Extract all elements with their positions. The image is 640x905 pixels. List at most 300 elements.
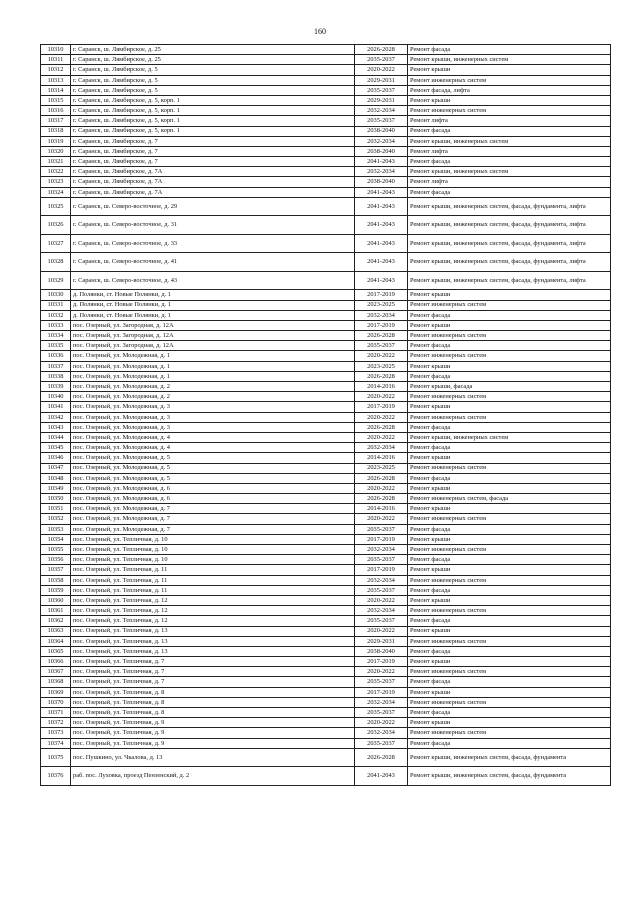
table-row	[41, 728, 611, 738]
address-cell: пос. Озерный, ул. Молодежная, д. 1	[71, 361, 355, 371]
period-cell: 2029-2031	[355, 75, 408, 85]
table-row	[41, 555, 611, 565]
work-type-cell: Ремонт крыши, инженерных систем, фасада, фундамента, лифта	[408, 271, 611, 290]
table-row	[41, 514, 611, 524]
row-number-cell: 10343	[41, 422, 71, 432]
row-number-cell: 10374	[41, 738, 71, 748]
address-cell: г. Саранск, ш. Лямбирское, д. 5, корп. 1	[71, 106, 355, 116]
address-cell: пос. Озерный, ул. Тепличная, д. 13	[71, 646, 355, 656]
period-cell: 2041-2043	[355, 253, 408, 272]
period-cell: 2020-2022	[355, 392, 408, 402]
work-type-cell: Ремонт крыши, фасада	[408, 382, 611, 392]
table-row	[41, 585, 611, 595]
address-cell: д. Полянки, ст. Новые Полянки, д. 1	[71, 300, 355, 310]
period-cell: 2035-2037	[355, 616, 408, 626]
row-number-cell: 10372	[41, 718, 71, 728]
table-row	[41, 565, 611, 575]
table-row	[41, 136, 611, 146]
period-cell: 2017-2019	[355, 657, 408, 667]
address-cell: г. Саранск, ш. Лямбирское, д. 7А	[71, 167, 355, 177]
table-row	[41, 341, 611, 351]
period-cell: 2029-2031	[355, 636, 408, 646]
row-number-cell: 10350	[41, 494, 71, 504]
table-row	[41, 197, 611, 216]
work-type-cell: Ремонт инженерных систем, фасада	[408, 494, 611, 504]
table-row	[41, 708, 611, 718]
work-type-cell: Ремонт фасада	[408, 187, 611, 197]
address-cell: пос. Озерный, ул. Молодежная, д. 7	[71, 504, 355, 514]
work-type-cell: Ремонт крыши	[408, 402, 611, 412]
period-cell: 2035-2037	[355, 524, 408, 534]
work-type-cell: Ремонт крыши, инженерных систем, фасада, фундамента, лифта	[408, 253, 611, 272]
row-number-cell: 10332	[41, 310, 71, 320]
row-number-cell: 10312	[41, 65, 71, 75]
table-row	[41, 253, 611, 272]
address-cell: пос. Озерный, ул. Тепличная, д. 11	[71, 565, 355, 575]
period-cell: 2041-2043	[355, 187, 408, 197]
address-cell: г. Саранск, ш. Лямбирское, д. 5	[71, 65, 355, 75]
work-type-cell: Ремонт фасада	[408, 708, 611, 718]
period-cell: 2035-2037	[355, 585, 408, 595]
period-cell: 2032-2034	[355, 728, 408, 738]
row-number-cell: 10340	[41, 392, 71, 402]
period-cell: 2026-2028	[355, 371, 408, 381]
address-cell: пос. Озерный, ул. Молодежная, д. 5	[71, 453, 355, 463]
work-type-cell: Ремонт фасада	[408, 524, 611, 534]
row-number-cell: 10349	[41, 483, 71, 493]
address-cell: пос. Озерный, ул. Загородная, д. 12А	[71, 331, 355, 341]
repair-schedule-table	[40, 44, 611, 786]
work-type-cell: Ремонт крыши	[408, 65, 611, 75]
row-number-cell: 10357	[41, 565, 71, 575]
address-cell: пос. Озерный, ул. Молодежная, д. 7	[71, 524, 355, 534]
work-type-cell: Ремонт фасада, лифта	[408, 85, 611, 95]
work-type-cell: Ремонт фасада	[408, 310, 611, 320]
work-type-cell: Ремонт инженерных систем	[408, 331, 611, 341]
table-row	[41, 767, 611, 786]
table-row	[41, 402, 611, 412]
work-type-cell: Ремонт инженерных систем	[408, 667, 611, 677]
period-cell: 2020-2022	[355, 432, 408, 442]
row-number-cell: 10321	[41, 157, 71, 167]
table-row	[41, 290, 611, 300]
table-row	[41, 738, 611, 748]
period-cell: 2032-2034	[355, 136, 408, 146]
row-number-cell: 10348	[41, 473, 71, 483]
address-cell: д. Полянки, ст. Новые Полянки, д. 1	[71, 310, 355, 320]
table-row	[41, 646, 611, 656]
period-cell: 2041-2043	[355, 216, 408, 235]
address-cell: пос. Озерный, ул. Молодежная, д. 4	[71, 432, 355, 442]
work-type-cell: Ремонт фасада	[408, 646, 611, 656]
row-number-cell: 10341	[41, 402, 71, 412]
work-type-cell: Ремонт инженерных систем	[408, 300, 611, 310]
table-row	[41, 45, 611, 55]
row-number-cell: 10338	[41, 371, 71, 381]
table-row	[41, 65, 611, 75]
period-cell: 2014-2016	[355, 382, 408, 392]
period-cell: 2041-2043	[355, 234, 408, 253]
work-type-cell: Ремонт крыши	[408, 95, 611, 105]
address-cell: пос. Озерный, ул. Молодежная, д. 1	[71, 371, 355, 381]
work-type-cell: Ремонт фасада	[408, 45, 611, 55]
table-row	[41, 687, 611, 697]
table-row	[41, 494, 611, 504]
work-type-cell: Ремонт фасада	[408, 443, 611, 453]
table-row	[41, 146, 611, 156]
work-type-cell: Ремонт крыши	[408, 718, 611, 728]
period-cell: 2035-2037	[355, 55, 408, 65]
period-cell: 2029-2031	[355, 95, 408, 105]
table-row	[41, 473, 611, 483]
work-type-cell: Ремонт инженерных систем	[408, 636, 611, 646]
table-row	[41, 371, 611, 381]
address-cell: пос. Пушкино, ул. Чкалова, д. 13	[71, 748, 355, 767]
work-type-cell: Ремонт инженерных систем	[408, 514, 611, 524]
work-type-cell: Ремонт инженерных систем	[408, 575, 611, 585]
row-number-cell: 10370	[41, 697, 71, 707]
period-cell: 2020-2022	[355, 412, 408, 422]
work-type-cell: Ремонт фасада	[408, 371, 611, 381]
work-type-cell: Ремонт крыши, инженерных систем, фасада, фундамента	[408, 748, 611, 767]
address-cell: пос. Озерный, ул. Загородная, д. 12А	[71, 320, 355, 330]
work-type-cell: Ремонт лифта	[408, 146, 611, 156]
work-type-cell: Ремонт инженерных систем	[408, 75, 611, 85]
address-cell: пос. Озерный, ул. Тепличная, д. 13	[71, 626, 355, 636]
period-cell: 2023-2025	[355, 361, 408, 371]
work-type-cell: Ремонт крыши, инженерных систем, фасада, фундамента, лифта	[408, 197, 611, 216]
row-number-cell: 10333	[41, 320, 71, 330]
row-number-cell: 10369	[41, 687, 71, 697]
period-cell: 2020-2022	[355, 351, 408, 361]
row-number-cell: 10327	[41, 234, 71, 253]
address-cell: пос. Озерный, ул. Молодежная, д. 3	[71, 412, 355, 422]
work-type-cell: Ремонт лифта	[408, 116, 611, 126]
address-cell: пос. Озерный, ул. Молодежная, д. 5	[71, 473, 355, 483]
row-number-cell: 10316	[41, 106, 71, 116]
table-row	[41, 545, 611, 555]
row-number-cell: 10365	[41, 646, 71, 656]
table-row	[41, 177, 611, 187]
address-cell: пос. Озерный, ул. Тепличная, д. 7	[71, 657, 355, 667]
work-type-cell: Ремонт крыши, инженерных систем	[408, 432, 611, 442]
row-number-cell: 10368	[41, 677, 71, 687]
address-cell: пос. Озерный, ул. Загородная, д. 12А	[71, 341, 355, 351]
address-cell: г. Саранск, ш. Северо-восточное, д. 41	[71, 253, 355, 272]
work-type-cell: Ремонт инженерных систем	[408, 412, 611, 422]
table-row	[41, 126, 611, 136]
address-cell: пос. Озерный, ул. Тепличная, д. 12	[71, 616, 355, 626]
period-cell: 2026-2028	[355, 494, 408, 504]
period-cell: 2017-2019	[355, 687, 408, 697]
row-number-cell: 10373	[41, 728, 71, 738]
period-cell: 2038-2040	[355, 126, 408, 136]
address-cell: г. Саранск, ш. Лямбирское, д. 5, корп. 1	[71, 116, 355, 126]
address-cell: пос. Озерный, ул. Тепличная, д. 12	[71, 595, 355, 605]
period-cell: 2017-2019	[355, 320, 408, 330]
period-cell: 2026-2028	[355, 331, 408, 341]
row-number-cell: 10352	[41, 514, 71, 524]
table-row	[41, 167, 611, 177]
work-type-cell: Ремонт инженерных систем	[408, 545, 611, 555]
address-cell: пос. Озерный, ул. Тепличная, д. 9	[71, 728, 355, 738]
period-cell: 2032-2034	[355, 545, 408, 555]
address-cell: г. Саранск, ш. Лямбирское, д. 7	[71, 157, 355, 167]
row-number-cell: 10360	[41, 595, 71, 605]
table-row	[41, 463, 611, 473]
table-row	[41, 483, 611, 493]
row-number-cell: 10347	[41, 463, 71, 473]
work-type-cell: Ремонт крыши	[408, 290, 611, 300]
row-number-cell: 10329	[41, 271, 71, 290]
row-number-cell: 10375	[41, 748, 71, 767]
period-cell: 2032-2034	[355, 310, 408, 320]
table-row	[41, 234, 611, 253]
period-cell: 2038-2040	[355, 177, 408, 187]
period-cell: 2032-2034	[355, 443, 408, 453]
table-row	[41, 453, 611, 463]
work-type-cell: Ремонт крыши	[408, 453, 611, 463]
work-type-cell: Ремонт крыши	[408, 534, 611, 544]
row-number-cell: 10318	[41, 126, 71, 136]
table-row	[41, 320, 611, 330]
row-number-cell: 10330	[41, 290, 71, 300]
page-number: 160	[314, 27, 326, 36]
address-cell: д. Полянки, ст. Новые Полянки, д. 1	[71, 290, 355, 300]
table-row	[41, 636, 611, 646]
period-cell: 2035-2037	[355, 85, 408, 95]
work-type-cell: Ремонт инженерных систем	[408, 392, 611, 402]
work-type-cell: Ремонт крыши	[408, 687, 611, 697]
table-row	[41, 116, 611, 126]
row-number-cell: 10356	[41, 555, 71, 565]
period-cell: 2032-2034	[355, 106, 408, 116]
row-number-cell: 10313	[41, 75, 71, 85]
period-cell: 2020-2022	[355, 667, 408, 677]
period-cell: 2026-2028	[355, 422, 408, 432]
row-number-cell: 10371	[41, 708, 71, 718]
row-number-cell: 10315	[41, 95, 71, 105]
address-cell: пос. Озерный, ул. Тепличная, д. 8	[71, 708, 355, 718]
period-cell: 2035-2037	[355, 555, 408, 565]
period-cell: 2041-2043	[355, 767, 408, 786]
period-cell: 2035-2037	[355, 677, 408, 687]
address-cell: г. Саранск, ш. Лямбирское, д. 7	[71, 146, 355, 156]
address-cell: пос. Озерный, ул. Тепличная, д. 7	[71, 667, 355, 677]
table-row	[41, 361, 611, 371]
address-cell: г. Саранск, ш. Лямбирское, д. 5	[71, 75, 355, 85]
row-number-cell: 10328	[41, 253, 71, 272]
row-number-cell: 10317	[41, 116, 71, 126]
row-number-cell: 10346	[41, 453, 71, 463]
table-row	[41, 300, 611, 310]
table-row	[41, 657, 611, 667]
period-cell: 2020-2022	[355, 65, 408, 75]
work-type-cell: Ремонт крыши, инженерных систем, фасада, фундамента, лифта	[408, 234, 611, 253]
table-row	[41, 748, 611, 767]
row-number-cell: 10354	[41, 534, 71, 544]
period-cell: 2032-2034	[355, 697, 408, 707]
period-cell: 2020-2022	[355, 718, 408, 728]
work-type-cell: Ремонт крыши	[408, 483, 611, 493]
table-row	[41, 351, 611, 361]
period-cell: 2035-2037	[355, 116, 408, 126]
work-type-cell: Ремонт крыши, инженерных систем	[408, 55, 611, 65]
period-cell: 2035-2037	[355, 341, 408, 351]
row-number-cell: 10334	[41, 331, 71, 341]
table-row	[41, 157, 611, 167]
address-cell: пос. Озерный, ул. Тепличная, д. 10	[71, 545, 355, 555]
work-type-cell: Ремонт инженерных систем	[408, 351, 611, 361]
row-number-cell: 10319	[41, 136, 71, 146]
work-type-cell: Ремонт крыши, инженерных систем, фасада, фундамента	[408, 767, 611, 786]
address-cell: пос. Озерный, ул. Тепличная, д. 7	[71, 677, 355, 687]
address-cell: пос. Озерный, ул. Тепличная, д. 8	[71, 697, 355, 707]
row-number-cell: 10361	[41, 606, 71, 616]
work-type-cell: Ремонт фасада	[408, 473, 611, 483]
address-cell: пос. Озерный, ул. Молодежная, д. 7	[71, 514, 355, 524]
work-type-cell: Ремонт инженерных систем	[408, 106, 611, 116]
period-cell: 2026-2028	[355, 473, 408, 483]
table-row	[41, 310, 611, 320]
work-type-cell: Ремонт крыши, инженерных систем	[408, 167, 611, 177]
period-cell: 2020-2022	[355, 483, 408, 493]
table-row	[41, 55, 611, 65]
period-cell: 2041-2043	[355, 197, 408, 216]
period-cell: 2041-2043	[355, 271, 408, 290]
table-row	[41, 392, 611, 402]
row-number-cell: 10323	[41, 177, 71, 187]
period-cell: 2023-2025	[355, 300, 408, 310]
row-number-cell: 10324	[41, 187, 71, 197]
period-cell: 2017-2019	[355, 402, 408, 412]
address-cell: г. Саранск, ш. Северо-восточное, д. 29	[71, 197, 355, 216]
work-type-cell: Ремонт фасада	[408, 422, 611, 432]
period-cell: 2014-2016	[355, 453, 408, 463]
period-cell: 2020-2022	[355, 626, 408, 636]
table-row	[41, 187, 611, 197]
work-type-cell: Ремонт фасада	[408, 555, 611, 565]
period-cell: 2017-2019	[355, 565, 408, 575]
row-number-cell: 10336	[41, 351, 71, 361]
work-type-cell: Ремонт крыши	[408, 361, 611, 371]
address-cell: г. Саранск, ш. Лямбирское, д. 7А	[71, 177, 355, 187]
row-number-cell: 10326	[41, 216, 71, 235]
address-cell: г. Саранск, ш. Лямбирское, д. 5, корп. 1	[71, 95, 355, 105]
period-cell: 2023-2025	[355, 463, 408, 473]
work-type-cell: Ремонт фасада	[408, 677, 611, 687]
period-cell: 2026-2028	[355, 748, 408, 767]
table-row	[41, 606, 611, 616]
table-row	[41, 667, 611, 677]
table-row	[41, 575, 611, 585]
work-type-cell: Ремонт крыши	[408, 320, 611, 330]
table-row	[41, 616, 611, 626]
row-number-cell: 10331	[41, 300, 71, 310]
address-cell: пос. Озерный, ул. Молодежная, д. 5	[71, 463, 355, 473]
address-cell: г. Саранск, ш. Северо-восточное, д. 33	[71, 234, 355, 253]
period-cell: 2035-2037	[355, 738, 408, 748]
address-cell: пос. Озерный, ул. Тепличная, д. 11	[71, 575, 355, 585]
row-number-cell: 10355	[41, 545, 71, 555]
row-number-cell: 10359	[41, 585, 71, 595]
row-number-cell: 10322	[41, 167, 71, 177]
row-number-cell: 10363	[41, 626, 71, 636]
address-cell: пос. Озерный, ул. Молодежная, д. 3	[71, 422, 355, 432]
row-number-cell: 10364	[41, 636, 71, 646]
period-cell: 2017-2019	[355, 534, 408, 544]
address-cell: пос. Озерный, ул. Молодежная, д. 2	[71, 392, 355, 402]
table-row	[41, 534, 611, 544]
period-cell: 2035-2037	[355, 708, 408, 718]
work-type-cell: Ремонт фасада	[408, 157, 611, 167]
row-number-cell: 10342	[41, 412, 71, 422]
address-cell: г. Саранск, ш. Лямбирское, д. 5, корп. 1	[71, 126, 355, 136]
address-cell: г. Саранск, ш. Северо-восточное, д. 31	[71, 216, 355, 235]
work-type-cell: Ремонт фасада	[408, 126, 611, 136]
table-row	[41, 75, 611, 85]
address-cell: пос. Озерный, ул. Молодежная, д. 3	[71, 402, 355, 412]
address-cell: пос. Озерный, ул. Молодежная, д. 2	[71, 382, 355, 392]
address-cell: г. Саранск, ш. Лямбирское, д. 7	[71, 136, 355, 146]
work-type-cell: Ремонт крыши	[408, 504, 611, 514]
work-type-cell: Ремонт фасада	[408, 738, 611, 748]
row-number-cell: 10339	[41, 382, 71, 392]
work-type-cell: Ремонт инженерных систем	[408, 697, 611, 707]
table-row	[41, 95, 611, 105]
address-cell: пос. Озерный, ул. Молодежная, д. 6	[71, 483, 355, 493]
row-number-cell: 10335	[41, 341, 71, 351]
table-row	[41, 595, 611, 605]
address-cell: пос. Озерный, ул. Тепличная, д. 12	[71, 606, 355, 616]
address-cell: раб. пос. Луховка, проезд Пензенский, д. 2	[71, 767, 355, 786]
work-type-cell: Ремонт лифта	[408, 177, 611, 187]
row-number-cell: 10314	[41, 85, 71, 95]
table-row	[41, 331, 611, 341]
period-cell: 2014-2016	[355, 504, 408, 514]
row-number-cell: 10311	[41, 55, 71, 65]
address-cell: пос. Озерный, ул. Молодежная, д. 6	[71, 494, 355, 504]
work-type-cell: Ремонт крыши	[408, 565, 611, 575]
table-row	[41, 697, 611, 707]
period-cell: 2038-2040	[355, 646, 408, 656]
address-cell: пос. Озерный, ул. Тепличная, д. 11	[71, 585, 355, 595]
table-body	[41, 45, 611, 786]
work-type-cell: Ремонт крыши	[408, 657, 611, 667]
row-number-cell: 10325	[41, 197, 71, 216]
table-row	[41, 677, 611, 687]
table-row	[41, 504, 611, 514]
address-cell: пос. Озерный, ул. Тепличная, д. 9	[71, 738, 355, 748]
work-type-cell: Ремонт инженерных систем	[408, 728, 611, 738]
address-cell: г. Саранск, ш. Лямбирское, д. 25	[71, 55, 355, 65]
table-row	[41, 524, 611, 534]
row-number-cell: 10353	[41, 524, 71, 534]
table-row	[41, 412, 611, 422]
row-number-cell: 10351	[41, 504, 71, 514]
work-type-cell: Ремонт фасада	[408, 616, 611, 626]
table-row	[41, 216, 611, 235]
table-row	[41, 718, 611, 728]
work-type-cell: Ремонт инженерных систем	[408, 463, 611, 473]
work-type-cell: Ремонт фасада	[408, 341, 611, 351]
period-cell: 2020-2022	[355, 514, 408, 524]
work-type-cell: Ремонт инженерных систем	[408, 606, 611, 616]
table-row	[41, 443, 611, 453]
row-number-cell: 10320	[41, 146, 71, 156]
table-row	[41, 85, 611, 95]
row-number-cell: 10376	[41, 767, 71, 786]
